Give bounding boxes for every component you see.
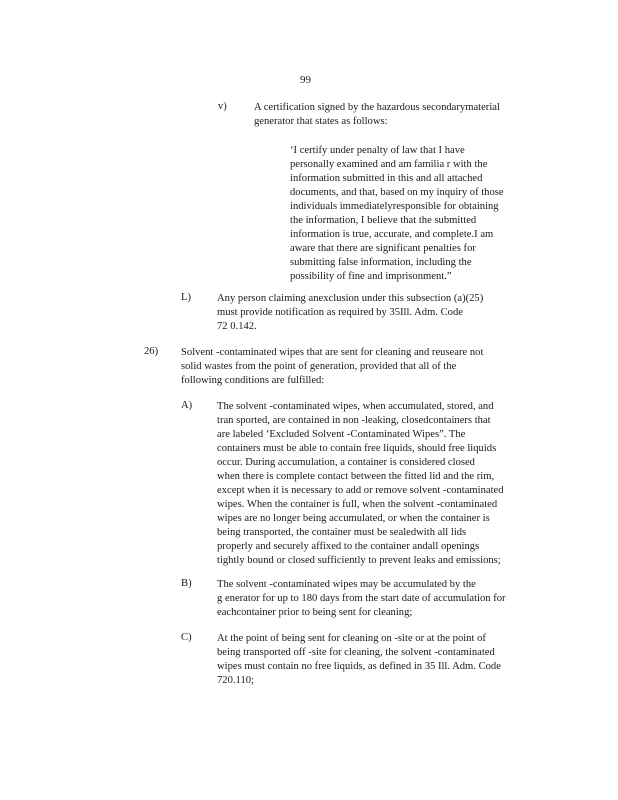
- certification-quote: [290, 144, 540, 284]
- text-line: Solvent -contaminated wipes that are sent for cleaning and reuseare not: [181, 347, 484, 358]
- quote-line: information submitted in this and all attached: [290, 173, 483, 184]
- text-line: must provide notification as required by 35Ill. Adm. Code: [217, 307, 463, 318]
- quote-line: the information, I believe that the submitted: [290, 215, 477, 226]
- item-label-A: A): [181, 400, 193, 411]
- quote-line: information is true, accurate, and complete.I am: [290, 229, 494, 240]
- text-line: A certification signed by the hazardous secondarymaterial: [254, 102, 500, 113]
- text-line: wipes. When the container is full, when the solvent -contaminated: [217, 499, 498, 510]
- quote-line: submitting false information, including the: [290, 257, 472, 268]
- text-line: containers must be able to contain free liquids, should free liquids: [217, 443, 497, 454]
- text-line: Any person claiming anexclusion under this subsection (a)(25): [217, 293, 484, 304]
- item-text-A: [217, 400, 547, 568]
- item-label-C: C): [181, 632, 192, 643]
- text-line: solid wastes from the point of generation, provided that all of the: [181, 361, 457, 372]
- text-line: The solvent -contaminated wipes may be accumulated by the: [217, 579, 476, 590]
- quote-line: individuals immediatelyresponsible for obtaining: [290, 201, 499, 212]
- text-line: tightly bound or closed sufficiently to prevent leaks and emissions;: [217, 555, 501, 566]
- item-text-L: [217, 292, 547, 334]
- page-number: 99: [300, 74, 311, 86]
- text-line: being transported, the container must be sealedwith all lids: [217, 527, 467, 538]
- quote-line: personally examined and am familia r with the: [290, 159, 488, 170]
- text-line: generator that states as follows:: [254, 116, 388, 127]
- text-line: 720.110;: [217, 675, 254, 686]
- item-text-26: [181, 346, 541, 388]
- text-line: wipes are no longer being accumulated, or when the container is: [217, 513, 490, 524]
- text-line: are labeled ‘Excluded Solvent -Contaminated Wipes”. The: [217, 429, 466, 440]
- text-line: wipes must contain no free liquids, as defined in 35 Ill. Adm. Code: [217, 661, 501, 672]
- text-line: properly and securely affixed to the container andall openings: [217, 541, 480, 552]
- text-line: except when it is necessary to add or remove solvent -contaminated: [217, 485, 504, 496]
- text-line: eachcontainer prior to being sent for cleaning;: [217, 607, 413, 618]
- text-line: tran sported, are contained in non -leaking, closedcontainers that: [217, 415, 491, 426]
- item-label-B: B): [181, 578, 192, 589]
- quote-line: possibility of fine and imprisonment.”: [290, 271, 452, 282]
- item-text-C: [217, 632, 547, 688]
- text-line: The solvent -contaminated wipes, when accumulated, stored, and: [217, 401, 494, 412]
- quote-line: aware that there are significant penalties for: [290, 243, 476, 254]
- text-line: when there is complete contact between the fitted lid and the rim,: [217, 471, 495, 482]
- quote-line: ‘I certify under penalty of law that I have: [290, 145, 465, 156]
- item-label-L: L): [181, 292, 191, 303]
- item-label-26: 26): [144, 346, 159, 357]
- text-line: At the point of being sent for cleaning on -site or at the point of: [217, 633, 486, 644]
- item-text-v: [254, 101, 534, 129]
- text-line: 72 0.142.: [217, 321, 257, 332]
- text-line: being transported off -site for cleaning, the solvent -contaminated: [217, 647, 495, 658]
- text-line: g enerator for up to 180 days from the start date of accumulation for: [217, 593, 506, 604]
- item-label-v: v): [218, 101, 227, 112]
- text-line: following conditions are fulfilled:: [181, 375, 325, 386]
- item-text-B: [217, 578, 547, 620]
- text-line: occur. During accumulation, a container is considered closed: [217, 457, 475, 468]
- quote-line: documents, and that, based on my inquiry of those: [290, 187, 504, 198]
